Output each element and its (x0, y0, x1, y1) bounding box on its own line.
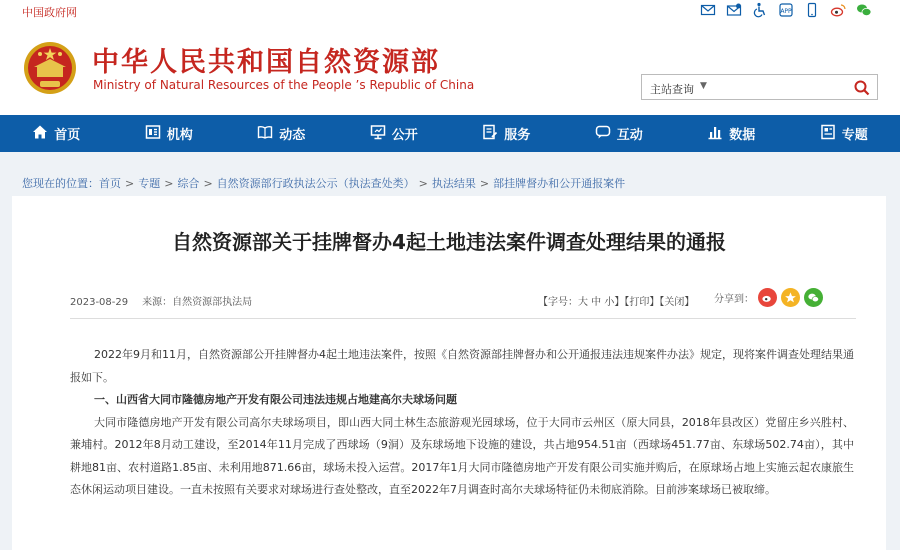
gov-portal-link[interactable]: 中国政府网 (22, 6, 77, 19)
national-emblem-icon (22, 40, 78, 96)
nav-item-label: 互动 (616, 128, 643, 143)
qzone-icon[interactable] (781, 288, 800, 307)
share-bar (714, 288, 823, 307)
breadcrumb (22, 175, 625, 191)
search-icon[interactable] (853, 79, 871, 97)
article-panel (12, 196, 886, 550)
site-header (0, 22, 900, 115)
article-section-heading: 一、山西省大同市隆德房地产开发有限公司违法违规占地建高尔夫球场问题 (94, 393, 457, 406)
site-title: 中华人民共和国自然资源部 (92, 47, 440, 78)
article-source: 来源：自然资源部执法局 (142, 297, 253, 308)
meta-divider (70, 318, 856, 319)
top-utility-bar (0, 0, 900, 22)
service-icon (482, 124, 498, 144)
breadcrumb-item[interactable]: 首页 (99, 177, 121, 190)
monitor-icon (370, 124, 386, 144)
nav-item-label: 机构 (166, 128, 193, 143)
chart-icon (707, 124, 723, 144)
article-tools[interactable]: 【字号：大 中 小】【打印】【关闭】 (538, 297, 695, 308)
topic-icon (820, 124, 836, 144)
breadcrumb-item[interactable]: 综合 (177, 177, 200, 190)
nav-item-service[interactable] (450, 115, 563, 152)
wechat-icon[interactable] (856, 2, 872, 18)
breadcrumb-separator: > (203, 177, 213, 190)
nav-item-label: 服务 (504, 128, 531, 143)
breadcrumb-item[interactable]: 部挂牌督办和公开通报案件 (493, 177, 626, 190)
weibo-icon[interactable] (758, 288, 777, 307)
breadcrumb-separator: > (418, 177, 428, 190)
breadcrumb-separator: > (164, 177, 174, 190)
breadcrumb-separator: > (125, 177, 135, 190)
article-meta (70, 293, 252, 308)
article-paragraph: 大同市隆德房地产开发有限公司高尔夫球场项目，即山西大同土林生态旅游观光园球场，位于大同市云州区（原大同县，2018年县改区）党留庄乡兴胜村、兼埔村。2012年8月动工建设，至2014年11月完成了西球场（9洞）及东球场地下设施的建设，共占地954.51亩（西球场451.77亩、东球场502.74亩），其中耕地81亩、农村道路1.85亩、未利用地871.66亩，球场未投入运营。2017年1月大同市隆德房地产开发有限公司实施并购后，在原球场占地上实施云起农康旅生态休闲运动项目建设。一直未按照有关要求对球场进行查处整改，直至2022年7月调查时高尔夫球场特征仍未彻底消除。目前涉案球场已被取缔。 (70, 415, 854, 496)
app-icon[interactable] (778, 2, 794, 18)
wechat-icon[interactable] (804, 288, 823, 307)
nav-item-label: 专题 (841, 128, 868, 143)
organization-icon (145, 124, 161, 144)
nav-item-label: 数据 (729, 128, 756, 143)
search-scope-select[interactable]: 主站查询 (650, 83, 694, 96)
breadcrumb-item[interactable]: 执法结果 (431, 177, 476, 190)
nav-item-topic[interactable] (788, 115, 900, 152)
article-title: 自然资源部关于挂牌督办4起土地违法案件调查处理结果的通报 (172, 230, 726, 254)
nav-item-label: 首页 (54, 128, 81, 143)
chevron-down-icon[interactable]: ▼ (700, 81, 707, 91)
nav-item-home[interactable] (0, 115, 113, 152)
nav-item-news[interactable] (225, 115, 338, 152)
search-input[interactable] (720, 78, 840, 96)
home-icon (32, 124, 48, 144)
article-paragraph: 2022年9月和11月，自然资源部公开挂牌督办4起土地违法案件，按照《自然资源部挂牌督办和公开通报违法违规案件办法》规定，现将案件调查处理结果通报如下。 (70, 348, 854, 384)
breadcrumb-item[interactable]: 专题 (138, 177, 161, 190)
nav-item-data[interactable] (675, 115, 788, 152)
nav-item-organization[interactable] (113, 115, 226, 152)
weibo-icon[interactable] (830, 2, 846, 18)
accessibility-icon[interactable] (752, 2, 768, 18)
svg-text:APP: APP (780, 8, 792, 15)
mail-open-icon[interactable] (726, 2, 742, 18)
mail-icon[interactable] (700, 2, 716, 18)
breadcrumb-item[interactable]: 自然资源部行政执法公示（执法查处类） (216, 177, 415, 190)
chat-icon (595, 124, 611, 144)
site-subtitle: Ministry of Natural Resources of the People ’s Republic of China (93, 78, 475, 92)
article-body (70, 344, 854, 502)
news-icon (257, 124, 273, 144)
nav-item-interact[interactable] (563, 115, 676, 152)
publish-date: 2023-08-29 (70, 297, 129, 308)
main-nav (0, 115, 900, 152)
nav-item-public[interactable] (338, 115, 451, 152)
topbar-icons (700, 2, 872, 18)
breadcrumb-prefix: 您现在的位置： (22, 177, 99, 190)
share-label: 分享到： (714, 294, 754, 305)
nav-item-label: 动态 (279, 128, 306, 143)
breadcrumb-separator: > (479, 177, 490, 190)
mobile-icon[interactable] (804, 2, 820, 18)
site-search (641, 74, 878, 100)
nav-item-label: 公开 (391, 128, 418, 143)
